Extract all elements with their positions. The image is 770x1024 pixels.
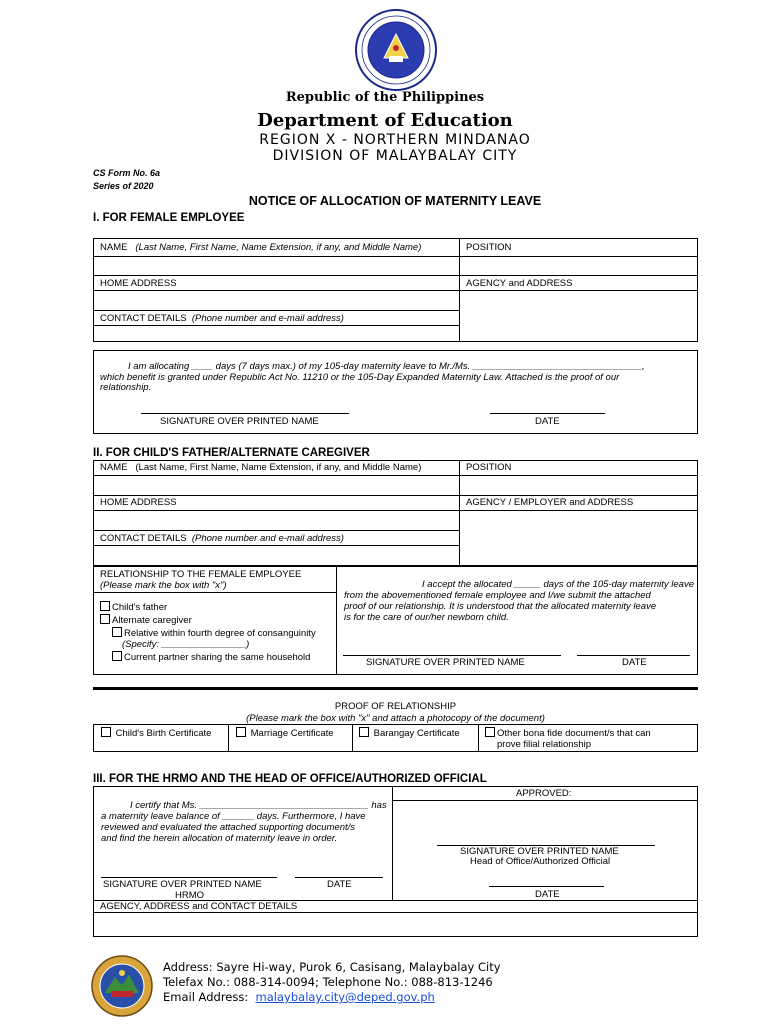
deped-seal — [354, 8, 438, 92]
s3-agency-input[interactable] — [94, 913, 697, 936]
division-line: DIVISION OF MALAYBALAY CITY — [272, 148, 518, 164]
proof-birth-certificate[interactable]: Child's Birth Certificate — [101, 727, 211, 739]
form-series: Series of 2020 — [93, 181, 154, 191]
s2-accept-line1: I accept the allocated _____ days of the 105-day maternity leave — [422, 579, 694, 590]
s1-statement-line2: which benefit is granted under Republic Act No. 11210 or the 105-Day Expanded Maternity Law. Attached is the proof of our — [100, 372, 620, 383]
s1-position-input[interactable] — [460, 257, 697, 274]
form-title: NOTICE OF ALLOCATION OF MATERNITY LEAVE — [248, 194, 542, 208]
proof-other-line2: prove filial relationship — [497, 739, 591, 750]
s1-signature-label: SIGNATURE OVER PRINTED NAME — [160, 416, 319, 427]
opt-specify: (Specify: ________________) — [122, 639, 250, 650]
s2-rel-hint: (Please mark the box with "x") — [100, 580, 227, 591]
s2-agency-label: AGENCY / EMPLOYER and ADDRESS — [466, 497, 634, 508]
s1-date-label: DATE — [535, 416, 560, 427]
s2-accept-line4: is for the care of our/her newborn child. — [344, 612, 509, 623]
s1-statement-line3: relationship. — [100, 382, 152, 393]
opt-relative[interactable]: Relative within fourth degree of consanguinity — [112, 627, 316, 639]
section1-heading: I. FOR FEMALE EMPLOYEE — [93, 212, 245, 224]
s3-certify-line3: reviewed and evaluated the attached supporting document/s — [101, 822, 356, 833]
s2-contact-input[interactable] — [94, 546, 458, 566]
s1-contact-label: CONTACT DETAILS (Phone number and e-mail address) — [100, 313, 344, 324]
footer-phones: Telefax No.: 088-314-0094; Telephone No.: 088-813-1246 — [163, 975, 493, 989]
s2-name-label: NAME (Last Name, First Name, Name Extension, if any, and Middle Name) — [100, 462, 422, 473]
s2-position-input[interactable] — [460, 476, 697, 494]
s2-agency-input[interactable] — [460, 511, 697, 566]
separator — [93, 687, 698, 690]
s2-accept-line3: proof of our relationship. It is understood that the allocated maternity leave — [344, 601, 657, 612]
region-line: REGION X - NORTHERN MINDANAO — [259, 132, 531, 148]
section3-heading: III. FOR THE HRMO AND THE HEAD OF OFFICE/AUTHORIZED OFFICIAL — [93, 773, 487, 785]
s3-approved-label: APPROVED: — [516, 788, 572, 799]
footer-email-row — [163, 990, 435, 1004]
s3-hrmo-date: DATE — [327, 879, 352, 890]
s2-accept-line2: from the abovementioned female employee and I/we submit the attached — [344, 590, 651, 601]
opt-childs-father[interactable]: Child's father — [100, 601, 167, 613]
s2-contact-label: CONTACT DETAILS (Phone number and e-mail address) — [100, 533, 344, 544]
s1-position-label: POSITION — [466, 242, 512, 253]
footer-email-link[interactable]: malaybalay.city@deped.gov.ph — [255, 990, 435, 1004]
s2-date-label: DATE — [622, 657, 647, 668]
s1-statement-line1: I am allocating ____ days (7 days max.) of my 105-day maternity leave to Mr./Ms. ________________________________, — [128, 361, 645, 372]
s3-certify-line2: a maternity leave balance of ______ days. Furthermore, I have — [101, 811, 366, 822]
s2-position-label: POSITION — [466, 462, 512, 473]
s3-agency-label: AGENCY, ADDRESS and CONTACT DETAILS — [100, 901, 298, 912]
division-seal — [91, 955, 153, 1017]
proof-hint: (Please mark the box with "x" and attach a photocopy of the document) — [246, 713, 545, 724]
s3-certify-line4: and find the herein allocation of maternity leave in order. — [101, 833, 338, 844]
s2-name-input[interactable] — [94, 476, 458, 494]
s2-rel-label: RELATIONSHIP TO THE FEMALE EMPLOYEE — [100, 569, 302, 580]
s3-hrmo-title: HRMO — [175, 890, 205, 901]
s3-head-title: Head of Office/Authorized Official — [470, 856, 611, 867]
s1-home-input[interactable] — [94, 291, 458, 309]
s1-name-label: NAME (Last Name, First Name, Name Extension, if any, and Middle Name) — [100, 242, 422, 253]
opt-current-partner[interactable]: Current partner sharing the same household — [112, 651, 310, 663]
s2-signature-label: SIGNATURE OVER PRINTED NAME — [366, 657, 525, 668]
s3-certify-line1: I certify that Ms. ________________________________ has — [130, 800, 387, 811]
s1-home-label: HOME ADDRESS — [100, 278, 177, 289]
republic-line: Republic of the Philippines — [285, 90, 485, 105]
s3-head-signature: SIGNATURE OVER PRINTED NAME — [460, 846, 619, 857]
proof-marriage-certificate[interactable]: Marriage Certificate — [236, 727, 334, 739]
department-line: Department of Education — [257, 110, 513, 131]
s1-agency-label: AGENCY and ADDRESS — [466, 278, 573, 289]
section2-heading: II. FOR CHILD'S FATHER/ALTERNATE CAREGIVER — [93, 447, 370, 459]
form-number: CS Form No. 6a — [93, 168, 161, 178]
opt-alternate-caregiver[interactable]: Alternate caregiver — [100, 614, 192, 626]
footer-email-label: Email Address: — [163, 990, 249, 1004]
s1-name-input[interactable] — [94, 257, 458, 274]
s2-home-label: HOME ADDRESS — [100, 497, 177, 508]
proof-other-document[interactable]: Other bona fide document/s that can — [485, 727, 651, 739]
s1-contact-input[interactable] — [94, 326, 458, 341]
footer-address: Address: Sayre Hi-way, Purok 6, Casisang, Malaybalay City — [163, 960, 501, 974]
proof-barangay-certificate[interactable]: Barangay Certificate — [359, 727, 460, 739]
s2-home-input[interactable] — [94, 511, 458, 529]
s1-agency-input[interactable] — [460, 291, 697, 341]
proof-title: PROOF OF RELATIONSHIP — [334, 701, 457, 712]
s3-head-date: DATE — [535, 889, 560, 900]
s3-hrmo-signature: SIGNATURE OVER PRINTED NAME — [103, 879, 262, 890]
